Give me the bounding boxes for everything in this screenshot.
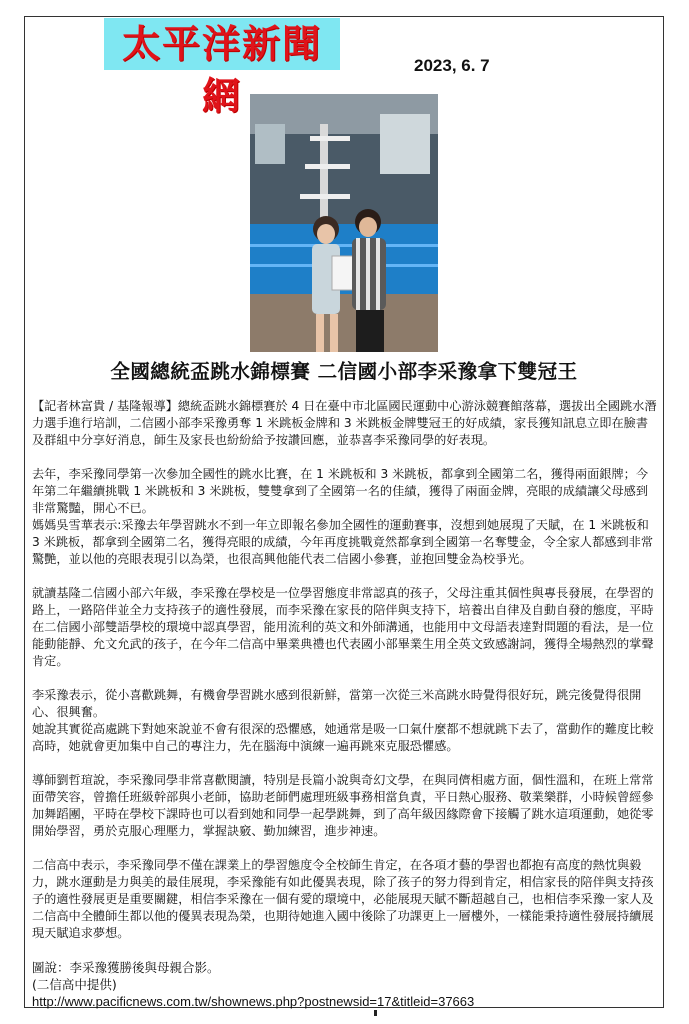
article-paragraph: 就讀基隆二信國小部六年級，李采豫在學校是一位學習態度非常認真的孩子，父母注重其個性與專長發展，在學習的路上，一路陪伴並全力支持孩子的適性發展，而李采豫在家長的陪伴與支持下，培養出自律及自動自發的態度，平時在二信國小部雙語學校的環境中認真學習，能用流利的英文和外師溝通，也能用中文母語表達對問題的看法，是一位能動能靜、允文允武的孩子，在今年二信高中畢業典禮也代表國小部畢業生用全英文致感謝詞，獲得全場熱烈的掌聲肯定。 (32, 586, 654, 668)
article-paragraph: 媽媽吳雪華表示:采豫去年學習跳水不到一年立即報名參加全國性的運動賽事，沒想到她展現了天賦，在 1 米跳板和 3 米跳板，都拿到全國第二名，獲得亮眼的成績，今年再度挑戰竟然都拿到全國第一名奪雙金，令全家人都感到非常驚艷，並以他的亮眼表現引以為榮，也很高興他能代表二信國小參賽，並抱回雙金為校爭光。 (32, 518, 654, 566)
scan-mark (374, 1010, 377, 1016)
article-body (32, 398, 660, 1010)
article-paragraph: 導師劉哲瑄說，李采豫同學非常喜歡閱讀，特別是長篇小說與奇幻文學，在與同儕相處方面，個性溫和，在班上常常面帶笑容，曾擔任班級幹部與小老師，協助老師們處理班級事務相當負責，平日熱心服務、敬業樂群，小時候曾經參加舞蹈團，平時在學校下課時也可以看到她和同學一起學跳舞，到了高年級因緣際會下接觸了跳水這項運動，她從零開始學習，勇於克服心理壓力，掌握訣竅、勤加練習，進步神速。 (32, 773, 654, 838)
photo-caption: 圖說：李采豫獲勝後與母親合影。 (32, 960, 220, 975)
article-headline: 全國總統盃跳水錦標賽 二信國小部李采豫拿下雙冠王 (110, 360, 578, 383)
masthead-logo: 太平洋新聞網 (104, 18, 340, 70)
article-paragraph: 【記者林富貴 / 基隆報導】總統盃跳水錦標賽於 4 日在臺中市北區國民運動中心游泳競賽館落幕，選拔出全國跳水潛力選手進行培訓，二信國小部李采豫勇奪 1 米跳板金牌和 3 米跳板金牌雙冠王的好成績，家長獲知訊息立即在臉書及群組中分享好消息，師生及家長也紛紛給予按讚回應，並恭喜李采豫同學的好表現。 (32, 399, 657, 447)
source-url: http://www.pacificnews.com.tw/shownews.php?postnewsid=17&titleid=37663 (32, 994, 475, 1009)
publication-date: 2023, 6. 7 (414, 56, 490, 75)
article-paragraph: 李采豫表示，從小喜歡跳舞，有機會學習跳水感到很新鮮，當第一次從三米高跳水時覺得很好玩，跳完後覺得很開心、很興奮。 (32, 688, 642, 719)
news-photo (250, 94, 438, 352)
diving-pool-photo (250, 94, 438, 352)
article-paragraph: 去年，李采豫同學第一次參加全國性的跳水比賽，在 1 米跳板和 3 米跳板，都拿到全國第二名，獲得兩面銀牌；今年第二年繼續挑戰 1 米跳板和 3 米跳板，雙雙拿到了全國第一名的佳績，獲得了兩面金牌，亮眼的成績讓父母感到非常驚豔，開心不已。 (32, 467, 649, 515)
article-paragraph: 她說其實從高處跳下對她來說並不會有很深的恐懼感，她通常是吸一口氣什麼都不想就跳下去了，當動作的難度比較高時，她就會更加集中自己的專注力，先在腦海中演練一遍再跳來克服恐懼感。 (32, 722, 654, 753)
photo-credit: (二信高中提供) (32, 977, 117, 992)
article-paragraph: 二信高中表示，李采豫同學不僅在課業上的學習態度令全校師生肯定，在各項才藝的學習也都抱有高度的熱忱與毅力，跳水運動是力與美的最佳展現，李采豫能有如此優異表現，除了孩子的努力得到肯定，相信家長的陪伴與支持孩子的適性發展更是重要關鍵，相信李采豫在一個有愛的環境中，必能展現天賦不斷超越自己，也相信李采豫一家人及二信高中全體師生都以他的優異表現為榮，也期待她進入國中後除了功課更上一層樓外，一樣能秉持適性發展持續展現天賦追求夢想。 (32, 858, 654, 940)
